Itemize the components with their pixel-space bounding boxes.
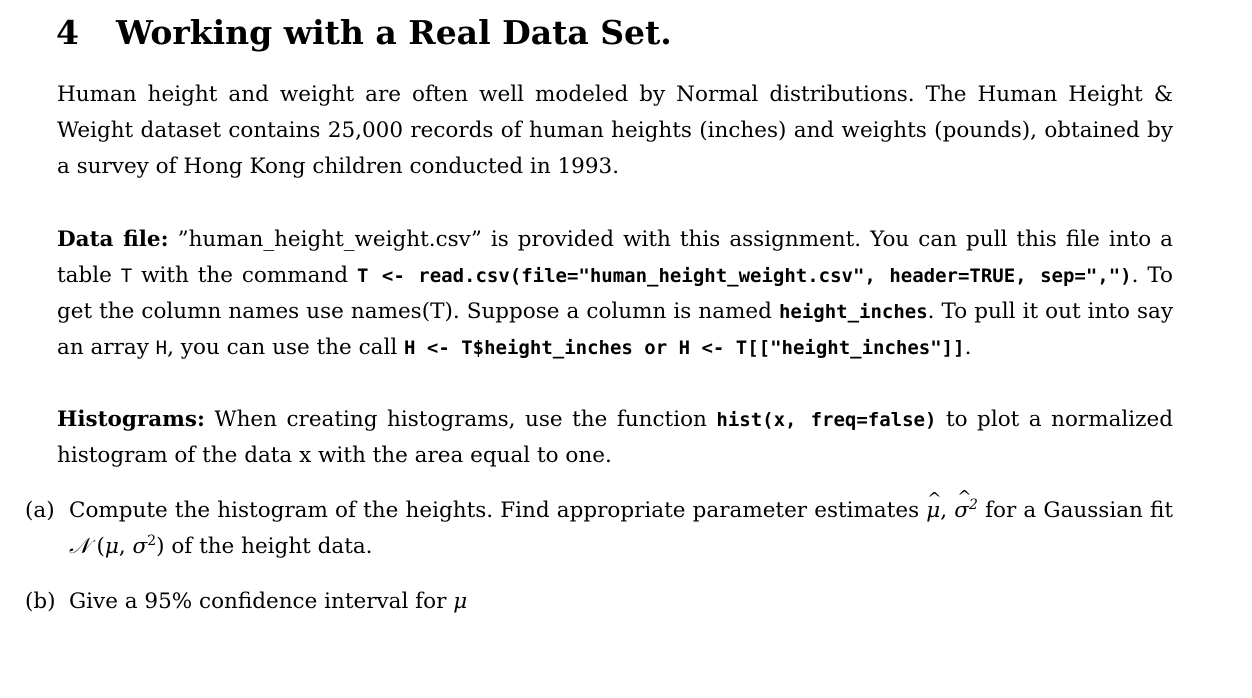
sigma-square: 2 xyxy=(968,496,978,513)
intro-paragraph xyxy=(57,77,1173,185)
question-a xyxy=(25,493,1173,565)
section-heading xyxy=(56,12,672,54)
question-a-text-3: of the height data. xyxy=(164,534,373,559)
code-array-var: H xyxy=(155,337,168,359)
code-extract-call: H <- T$height_inches or H <- T[["height_inches"]] xyxy=(404,337,965,359)
data-file-label: Data file: xyxy=(57,227,169,252)
data-file-text-5: , you can use the call xyxy=(167,335,405,360)
mu-symbol-b: μ xyxy=(453,589,468,614)
section-number: 4 xyxy=(56,13,79,52)
data-file-text-6: . xyxy=(964,335,972,360)
data-file-text-2: with the command xyxy=(132,263,357,288)
question-a-text-1: Compute the histogram of the heights. Find appropriate parameter estimates xyxy=(69,498,927,523)
question-b-label: (b) xyxy=(25,589,56,614)
sigma-hat-symbol xyxy=(954,493,978,529)
sigma-symbol: σ xyxy=(954,498,969,523)
normal-dist-symbol: 𝒩 xyxy=(69,534,90,559)
data-file-text-1: ”human_height_weight.csv” is provided with this assignment. You can pull this file into a table xyxy=(57,227,1174,288)
question-a-sep: , xyxy=(940,498,955,523)
question-a-text-2: for a Gaussian fit xyxy=(977,498,1174,523)
sigma-square-2: 2 xyxy=(147,532,157,549)
question-b xyxy=(25,584,1173,620)
histograms-paragraph xyxy=(57,402,1173,474)
code-column-name: height_inches xyxy=(778,301,928,323)
code-table-var: T xyxy=(120,265,133,287)
question-a-body xyxy=(69,493,1173,565)
data-file-text-4: . To pull it out into say an array xyxy=(57,299,1173,360)
histograms-label: Histograms: xyxy=(57,407,205,432)
sigma-symbol-2: σ xyxy=(132,534,148,559)
data-file-paragraph xyxy=(57,222,1173,366)
code-hist-call: hist(x, freq=false) xyxy=(716,409,937,431)
question-a-label: (a) xyxy=(25,498,55,523)
paren-close: ) xyxy=(156,534,165,559)
code-read-csv: T <- read.csv(file="human_height_weight.csv", header=TRUE, sep=",") xyxy=(356,265,1132,287)
histograms-text-1: When creating histograms, use the function xyxy=(204,407,717,432)
section-title: Working with a Real Data Set. xyxy=(116,13,672,52)
intro-text: Human height and weight are often well modeled by Normal distributions. The Human Height & Weight dataset contains 25,000 records of human heights (inches) and weights (pounds), obtained by a survey of Hong Kong children conducted in 1993. xyxy=(57,82,1173,179)
param-comma: , xyxy=(118,534,133,559)
mu-hat-symbol: ^ μ xyxy=(926,493,940,529)
histograms-text-2: to plot a normalized histogram of the data x with the area equal to one. xyxy=(57,407,1173,468)
question-b-text-1: Give a 95% confidence interval for xyxy=(69,589,454,614)
mu-symbol: μ xyxy=(104,534,119,559)
paren-open: ( xyxy=(89,534,105,559)
data-file-text-3: . To get the column names use names(T). Suppose a column is named xyxy=(57,263,1173,324)
question-b-body xyxy=(69,584,1173,620)
